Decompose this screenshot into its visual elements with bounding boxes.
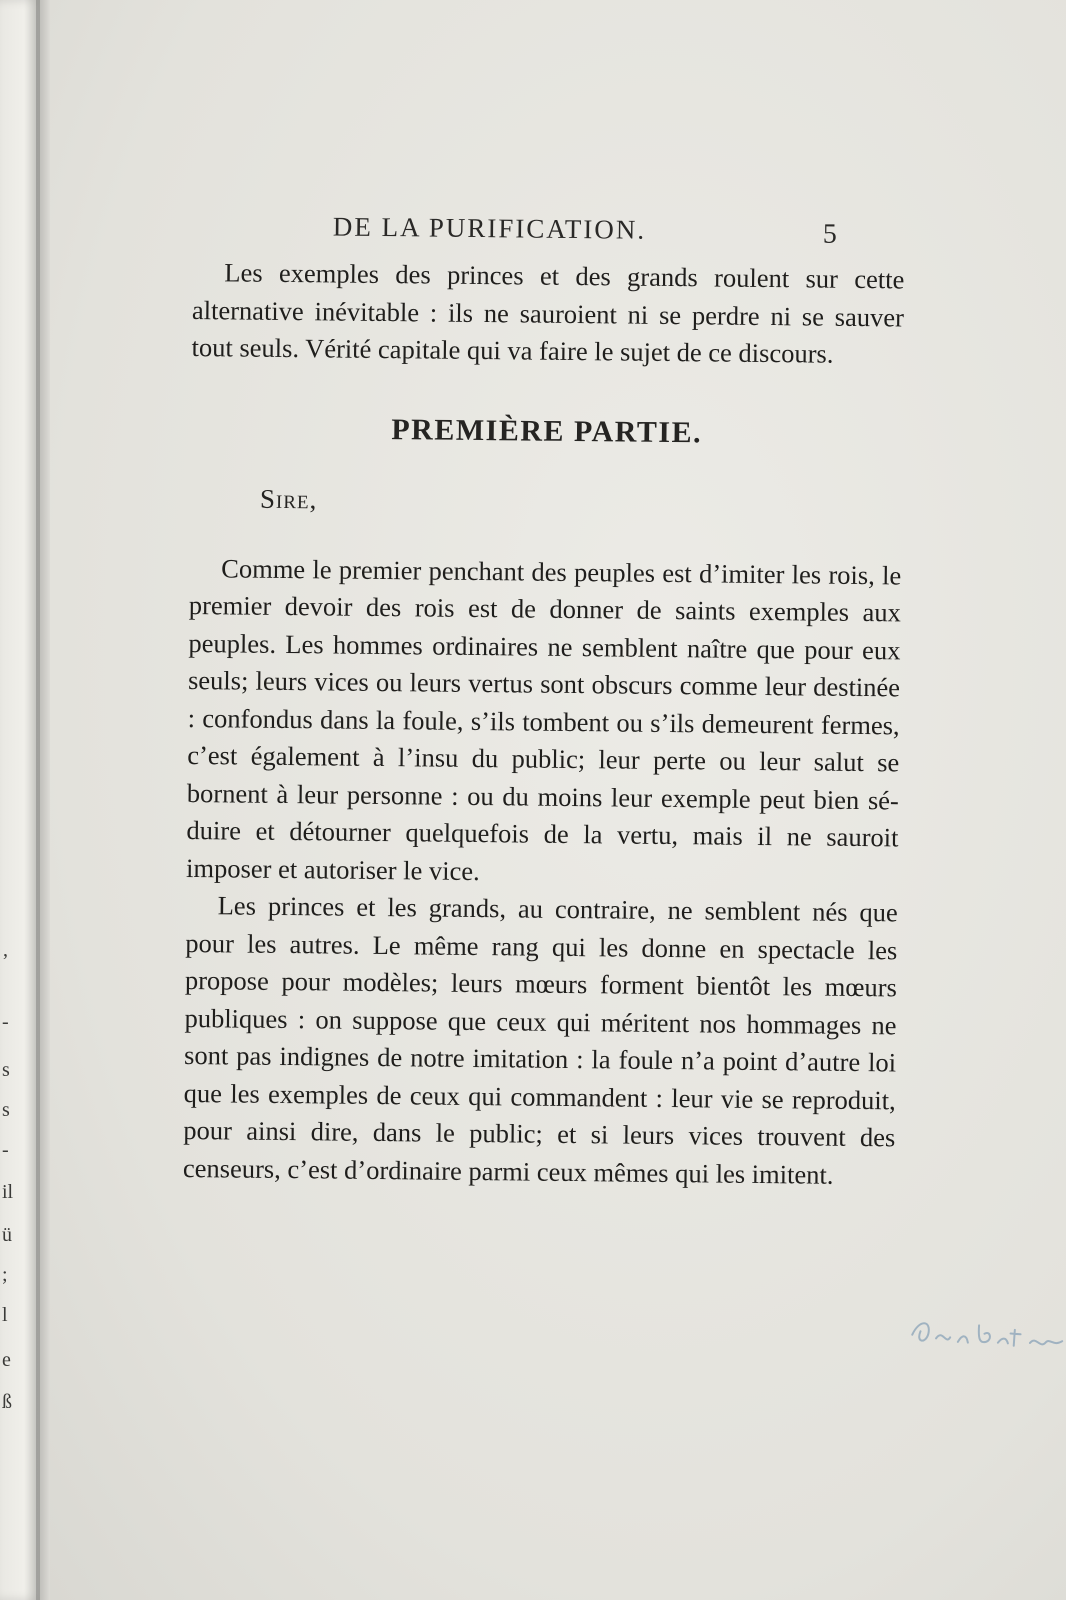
- facing-page-fragment: ü: [2, 1224, 12, 1246]
- facing-page-fragment: ß: [2, 1391, 12, 1413]
- facing-page-fragment: -: [2, 1011, 9, 1033]
- facing-page-fragment: s: [2, 1059, 10, 1081]
- body-paragraph: Comme le premier penchant des peuples est d’imiter les rois, le premier devoir des rois est de donner de saints exemples aux peuples. Les hommes ordinaires ne semblent naître que pour eux seuls; leurs vices ou leurs vertus sont obscurs comme leur destinée : confondus dans la foule, s’ils tombent ou s’ils demeurent fermes, c’est également à l’insu du public; leur perte ou leur salut se bornent à leur personne : ou du moins leur exemple peut bien séduire et détourner quelquefois de la vertu, mais il ne sauroit imposer et autoriser le vice.: [185, 552, 902, 886]
- address-salutation: Sire,: [259, 483, 318, 514]
- facing-page-edge: [0, 0, 40, 1600]
- section-title: PREMIÈRE PARTIE.: [391, 412, 703, 449]
- text-block: [183, 210, 905, 1194]
- facing-page-fragment: l: [2, 1304, 8, 1326]
- facing-page-fragment: il: [2, 1181, 14, 1203]
- page-number: 5: [822, 218, 837, 250]
- running-head: [193, 210, 905, 259]
- body-paragraph: Les princes et les grands, au contraire, ne semblent nés que pour les autres. Le même rang qui les donne en spectacle les propose pour modèles; leurs mœurs forment bientôt les mœurs publiques : on suppose que ceux qui méritent nos hommages ne sont pas indignes de notre imitation : la foule n’a point d’autre loi que les exemples de ceux qui commandent : leur vie se reproduit, pour ainsi dire, dans le public; et si leurs vices trouvent des censeurs, c’est d’ordinaire parmi ceux mêmes qui les imitent.: [182, 890, 898, 1190]
- facing-page-fragment: ;: [2, 1264, 8, 1286]
- book-gutter-shadow: [36, 0, 50, 1600]
- facing-page-fragment: s: [2, 1099, 10, 1121]
- handwritten-annotation: [907, 1312, 1066, 1369]
- book-page: [50, 0, 1066, 1600]
- facing-page-fragment: ‚: [2, 939, 9, 961]
- facing-page-fragment: -: [2, 1139, 9, 1161]
- handwriting-scribble: [907, 1312, 1066, 1363]
- facing-page-fragment: e: [2, 1349, 11, 1371]
- opening-paragraph: Les exemples des princes et des grands roulent sur cette alternative inévitable : ils ne sauroient ni se perdre ni se sauver tout seuls. Vérité capitale qui va faire le sujet de ce discours.: [191, 257, 905, 369]
- running-head-title: DE LA PURIFICATION.: [332, 211, 647, 245]
